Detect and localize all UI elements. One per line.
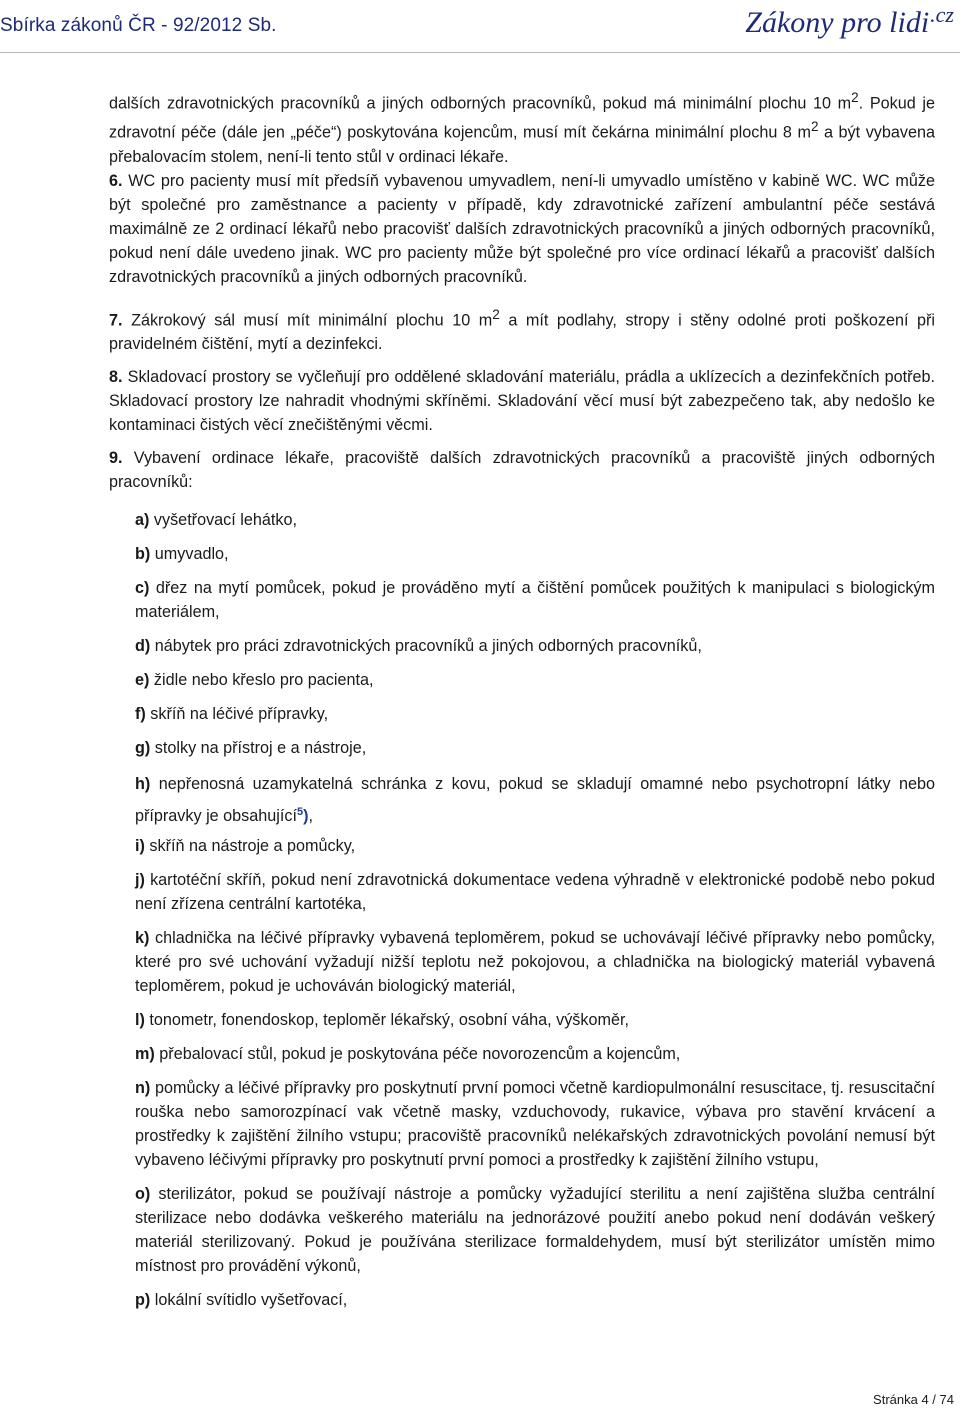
list-item-text: přebalovací stůl, pokud je poskytována péče novorozencům a kojencům, bbox=[154, 1045, 681, 1064]
brand-logo-text: Zákony pro lidi bbox=[745, 6, 930, 39]
list-item bbox=[135, 668, 935, 692]
paragraph-7-number: 7. bbox=[109, 311, 123, 330]
list-item bbox=[135, 1182, 935, 1278]
list-item-label: p) bbox=[135, 1291, 151, 1310]
paragraph-8-number: 8. bbox=[109, 368, 123, 387]
list-item bbox=[135, 736, 935, 760]
list-item bbox=[135, 542, 935, 566]
list-item-text: stolky na přístroj e a nástroje, bbox=[150, 739, 367, 758]
list-item-label: j) bbox=[135, 871, 145, 890]
list-item-text: tonometr, fonendoskop, teploměr lékařský, osobní váha, výškoměr, bbox=[144, 1011, 629, 1030]
paragraph-6-number: 6. bbox=[109, 171, 123, 190]
paragraph-8 bbox=[109, 365, 935, 437]
paragraph-7-text-rest: a mít podlahy, stropy i stěny odolné proti poškození při pravidelném čištění, mytí a dezinfekci. bbox=[109, 311, 935, 354]
list-item-label: a) bbox=[135, 511, 150, 530]
footnote-paren[interactable]: ) bbox=[303, 807, 309, 826]
list-item-text: chladnička na léčivé přípravky vybavená teploměrem, pokud se uchovávají léčivé přípravky nebo pomůcky, které pro své uchování vyžadují nižší teplotu než pokojovou, a chladnička na biologický materiál vybavená teploměrem, pokud je uchováván biologický materiál, bbox=[135, 929, 935, 996]
list-item bbox=[135, 868, 935, 916]
footnote-link[interactable]: 5 bbox=[296, 806, 304, 819]
list-item-text: dřez na mytí pomůcek, pokud je prováděno mytí a čištění pomůcek použitých k manipulaci s biologickým materiálem, bbox=[135, 579, 935, 622]
paragraph-6-text: WC pro pacienty musí mít předsíň vybavenou umyvadlem, není-li umyvadlo umístěno v kabině WC. WC může být společné pro zaměstnance a pacienty v případě, kdy zdravotnické zařízení ambulantní péče sestává maximálně ze 2 ordinací lékařů nebo pracovišť dalších zdravotnických pracovníků a jiných odborných pracovníků, pokud není dále uvedeno jinak. WC pro pacienty může být společné pro více ordinací lékařů a pracovišť dalších zdravotnických pracovníků a jiných odborných pracovníků. bbox=[109, 171, 935, 286]
list-item-text: nepřenosná uzamykatelná schránka z kovu, pokud se skladují omamné nebo psychotropní látky nebo přípravky je obsahující bbox=[135, 775, 935, 826]
list-item bbox=[135, 770, 935, 830]
list-item-label: i) bbox=[135, 837, 145, 856]
list-item-label: d) bbox=[135, 637, 151, 656]
document-body bbox=[109, 86, 935, 1322]
paragraph-7 bbox=[109, 303, 935, 356]
list-item-text: skříň na léčivé přípravky, bbox=[145, 705, 329, 724]
list-item bbox=[135, 1288, 935, 1312]
list-item-text: nábytek pro práci zdravotnických pracovníků a jiných odborných pracovníků, bbox=[150, 637, 702, 656]
list-item-text: vyšetřovací lehátko, bbox=[149, 511, 297, 530]
list-item bbox=[135, 702, 935, 726]
list-item-label: h) bbox=[135, 775, 151, 794]
intro-text: dalších zdravotnických pracovníků a jiných odborných pracovníků, pokud má minimální plochu 10 m bbox=[109, 94, 852, 113]
list-item-label: l) bbox=[135, 1011, 145, 1030]
header-divider bbox=[0, 52, 960, 53]
list-item-text: lokální svítidlo vyšetřovací, bbox=[150, 1291, 348, 1310]
list-item-text: pomůcky a léčivé přípravky pro poskytnutí první pomoci včetně kardiopulmonální resuscitace, tj. resuscitační rouška nebo samorozpínací vak včetně masky, vzduchovody, rukavice, výbava pro stavění krvácení a prostředky k zajištění žilního vstupu; pracoviště pracovníků nelékařských zdravotnických povolání nemusí být vybaveno léčivými přípravky pro poskytnutí první pomoci a prostředky k zajištění žilního vstupu, bbox=[135, 1079, 935, 1170]
list-item-label: e) bbox=[135, 671, 150, 690]
paragraph-7-sup: 2 bbox=[492, 306, 500, 322]
list-item-text: umyvadlo, bbox=[150, 545, 229, 564]
list-item-text: židle nebo křeslo pro pacienta, bbox=[149, 671, 374, 690]
list-item-label: f) bbox=[135, 705, 146, 724]
intro-paragraph bbox=[109, 86, 935, 169]
intro-text-rest-2: a být vybavena přebalovacím stolem, není-li tento stůl v ordinaci lékaře. bbox=[109, 123, 935, 166]
list-item bbox=[135, 1042, 935, 1066]
list-item bbox=[135, 834, 935, 858]
page-header bbox=[0, 0, 960, 52]
intro-sup: 2 bbox=[851, 90, 859, 105]
brand-logo[interactable] bbox=[745, 2, 954, 40]
paragraph-6 bbox=[109, 169, 935, 289]
document-title: Sbírka zákonů ČR - 92/2012 Sb. bbox=[0, 15, 277, 36]
brand-logo-tld: .cz bbox=[930, 2, 954, 27]
list-item-label: k) bbox=[135, 929, 150, 948]
list-item-label: b) bbox=[135, 545, 151, 564]
list-item-text: kartotéční skříň, pokud není zdravotnická dokumentace vedena výhradně v elektronické podobě nebo pokud není zřízena centrální kartotéka, bbox=[135, 871, 935, 914]
list-item-text: skříň na nástroje a pomůcky, bbox=[144, 837, 356, 856]
list-item bbox=[135, 508, 935, 532]
equipment-list bbox=[135, 508, 935, 1312]
list-item-label: g) bbox=[135, 739, 151, 758]
list-item-label: c) bbox=[135, 579, 150, 598]
intro-text-rest: . Pokud je zdravotní péče (dále jen „péče“) poskytována kojencům, musí mít čekárna minimální plochu 8 m bbox=[109, 94, 935, 142]
list-item bbox=[135, 926, 935, 998]
list-item bbox=[135, 1076, 935, 1172]
paragraph-9-text: Vybavení ordinace lékaře, pracoviště dalších zdravotnických pracovníků a pracoviště jiných odborných pracovníků: bbox=[109, 449, 935, 492]
page-number: Stránka 4 / 74 bbox=[873, 1392, 954, 1407]
list-item-text: sterilizátor, pokud se používají nástroje a pomůcky vyžadující sterilitu a není zajištěna služba centrální sterilizace nebo dodávka veškerého materiálu na jednorázové použití anebo pokud není dodáván veškerý materiál sterilizovaný. Pokud je používána sterilizace formaldehydem, musí být sterilizátor umístěn mimo místnost pro provádění výkonů, bbox=[135, 1185, 935, 1276]
paragraph-7-text: Zákrokový sál musí mít minimální plochu 10 m bbox=[122, 311, 493, 330]
intro-sup-2: 2 bbox=[810, 119, 819, 135]
paragraph-9 bbox=[109, 446, 935, 494]
list-item-label: o) bbox=[135, 1185, 151, 1204]
list-item bbox=[135, 576, 935, 624]
paragraph-8-text: Skladovací prostory se vyčleňují pro oddělené skladování materiálu, prádla a uklízecích a dezinfekčních potřeb. Skladovací prostory lze nahradit vhodnými skříněmi. Skladování věcí musí být zabezpečeno tak, aby nedošlo ke kontaminaci čistých věcí znečištěnými věcmi. bbox=[109, 368, 935, 435]
list-item-label: n) bbox=[135, 1079, 151, 1098]
paragraph-9-number: 9. bbox=[109, 449, 123, 468]
list-item bbox=[135, 634, 935, 658]
list-item-tail: , bbox=[308, 807, 313, 826]
list-item bbox=[135, 1008, 935, 1032]
list-item-label: m) bbox=[135, 1045, 155, 1064]
